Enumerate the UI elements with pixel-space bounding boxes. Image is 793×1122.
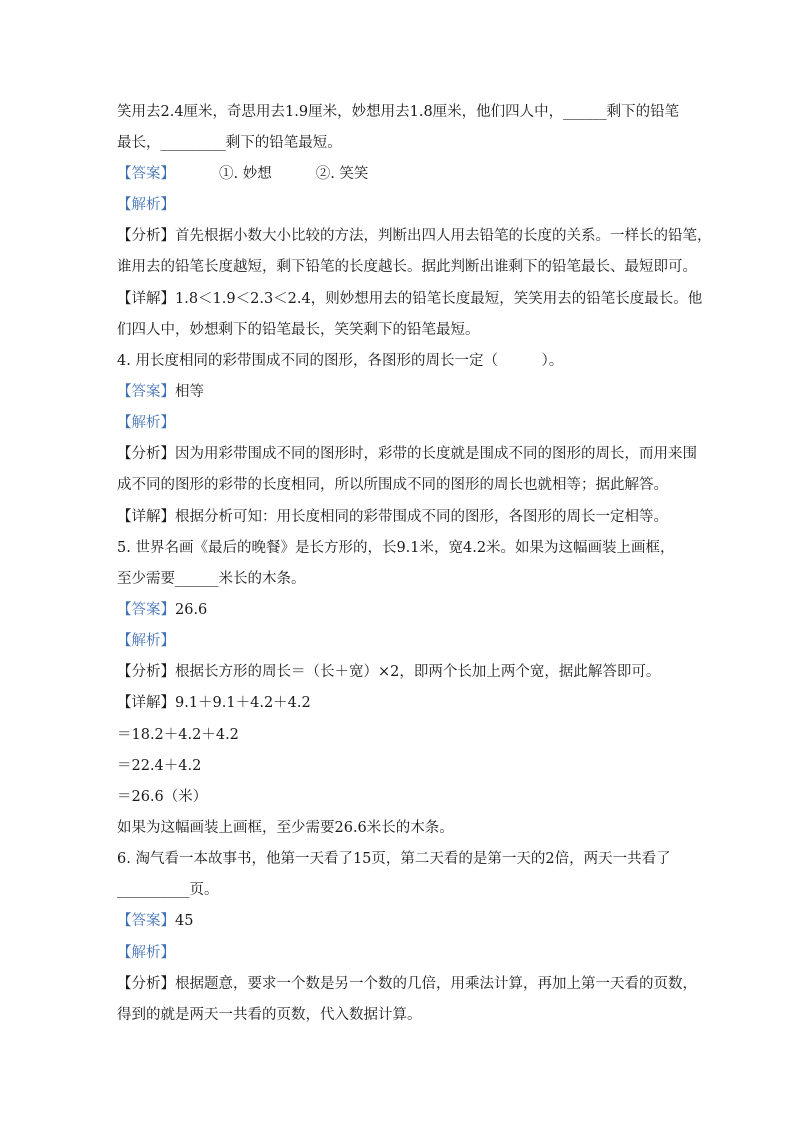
analysis-text: 根据题意，要求一个数是另一个数的几倍，用乘法计算，再加上第一天看的页数， bbox=[175, 976, 697, 992]
analysis-label: 【分析】 bbox=[117, 228, 175, 244]
analysis-text: 根据长方形的周长＝（长＋宽）×2，即两个长加上两个宽，据此解答即可。 bbox=[175, 664, 661, 680]
question-4: 4. 用长度相同的彩带围成不同的图形，各图形的周长一定（ ）。 bbox=[117, 353, 564, 369]
question-5: 5. 世界名画《最后的晚餐》是长方形的，长9.1米，宽4.2米。如果为这幅画装上画框， bbox=[117, 540, 675, 556]
text-line: 至少需要______米长的木条。 bbox=[117, 571, 306, 587]
analysis-heading: 【解析】 bbox=[117, 945, 175, 961]
text-line: 得到的就是两天一共看的页数，代入数据计算。 bbox=[117, 1007, 422, 1023]
analysis-heading: 【解析】 bbox=[117, 415, 175, 431]
analysis-line bbox=[117, 444, 697, 464]
detail-text: 9.1＋9.1＋4.2＋4.2 bbox=[175, 695, 311, 711]
answer-text: 相等 bbox=[175, 384, 204, 400]
question-6: 6. 淘气看一本故事书，他第一天看了15页，第二天看的是第一天的2倍，两天一共看了 bbox=[117, 851, 671, 867]
detail-label: 【详解】 bbox=[117, 291, 175, 307]
calc-line: ＝26.6（米） bbox=[117, 789, 208, 805]
answer-text: ①. 妙想 bbox=[219, 166, 272, 182]
text-line: 们四人中，妙想剩下的铅笔最长，笑笑剩下的铅笔最短。 bbox=[117, 322, 480, 338]
analysis-text: 因为用彩带围成不同的图形时，彩带的长度就是围成不同的图形的周长，而用来围 bbox=[175, 446, 697, 462]
calc-line: ＝18.2＋4.2＋4.2 bbox=[117, 727, 239, 743]
analysis-line bbox=[117, 226, 712, 246]
answer-label: 【答案】 bbox=[117, 384, 175, 400]
answer-label: 【答案】 bbox=[117, 166, 175, 182]
detail-line bbox=[117, 693, 311, 713]
text-line: 最长，_________剩下的铅笔最短。 bbox=[117, 135, 342, 151]
detail-label: 【详解】 bbox=[117, 695, 175, 711]
text-line: 谁用去的铅笔长度越短，剩下铅笔的长度越长。据此判断出谁剩下的铅笔最长、最短即可。 bbox=[117, 259, 697, 275]
text-line: 成不同的图形的彩带的长度相同，所以所围成不同的图形的周长也就相等；据此解答。 bbox=[117, 477, 668, 493]
answer-line bbox=[117, 382, 204, 402]
analysis-label: 【分析】 bbox=[117, 976, 175, 992]
answer-line bbox=[117, 911, 193, 931]
answer-label: 【答案】 bbox=[117, 913, 175, 929]
analysis-label: 【分析】 bbox=[117, 664, 175, 680]
detail-label: 【详解】 bbox=[117, 509, 175, 525]
analysis-heading: 【解析】 bbox=[117, 197, 175, 213]
text-line: __________页。 bbox=[117, 882, 219, 898]
answer-text: 45 bbox=[175, 913, 194, 929]
analysis-heading: 【解析】 bbox=[117, 633, 175, 649]
answer-text: 26.6 bbox=[175, 602, 208, 618]
answer-line bbox=[117, 600, 207, 620]
text-line: 如果为这幅画装上画框，至少需要26.6米长的木条。 bbox=[117, 820, 454, 836]
analysis-label: 【分析】 bbox=[117, 446, 175, 462]
analysis-text: 首先根据小数大小比较的方法，判断出四人用去铅笔的长度的关系。一样长的铅笔， bbox=[175, 228, 712, 244]
answer-line bbox=[117, 164, 368, 184]
detail-line bbox=[117, 507, 668, 527]
answer-label: 【答案】 bbox=[117, 602, 175, 618]
text-line: 笑用去2.4厘米，奇思用去1.9厘米，妙想用去1.8厘米，他们四人中，______剩下的铅笔 bbox=[117, 104, 680, 120]
calc-line: ＝22.4＋4.2 bbox=[117, 758, 202, 774]
analysis-line bbox=[117, 662, 660, 682]
detail-text: 1.8＜1.9＜2.3＜2.4，则妙想用去的铅笔长度最短，笑笑用去的铅笔长度最长。他 bbox=[175, 291, 703, 307]
answer-text: ②. 笑笑 bbox=[315, 166, 369, 182]
analysis-line bbox=[117, 974, 697, 994]
detail-line bbox=[117, 289, 702, 309]
detail-text: 根据分析可知：用长度相同的彩带围成不同的图形，各图形的周长一定相等。 bbox=[175, 509, 668, 525]
